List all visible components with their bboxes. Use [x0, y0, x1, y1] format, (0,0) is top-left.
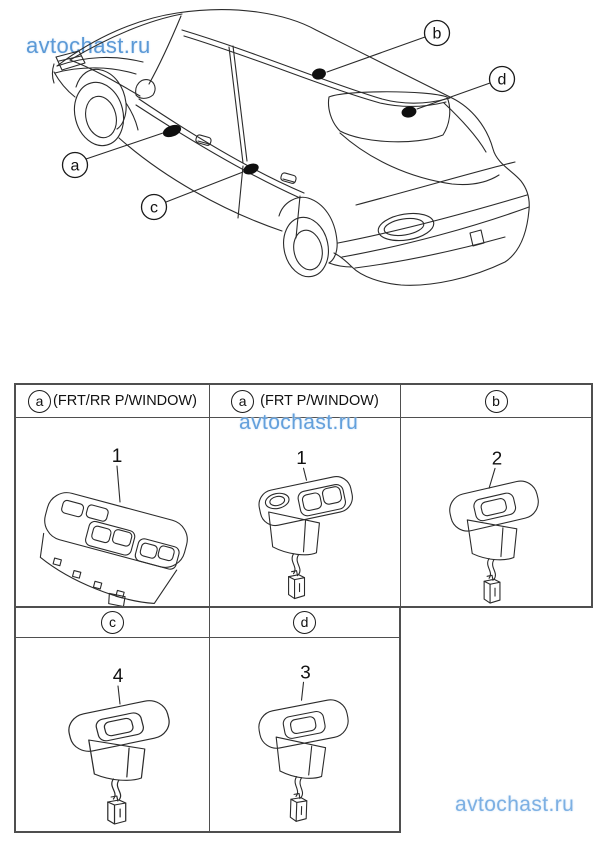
header-cell-c [16, 607, 209, 637]
callout-c-letter: c [150, 199, 158, 217]
switch-location-d [401, 105, 418, 119]
callout-b-letter: b [432, 25, 442, 43]
circled-letter-d: d [293, 611, 316, 634]
car-outline [53, 10, 530, 286]
part-number: 4 [112, 666, 124, 687]
watermark-top-left: avtochast.ru [26, 33, 151, 58]
part-number: 1 [111, 446, 123, 467]
switch-location-b [311, 67, 327, 81]
rear-window [328, 92, 449, 142]
part-cell-switch-b [400, 418, 591, 606]
circled-letter-a: a [28, 390, 51, 413]
callout-a-letter: a [70, 157, 80, 175]
switch-d-drawing [210, 638, 399, 829]
parts-table-lower [14, 607, 401, 833]
rear-wheel [278, 197, 352, 281]
header-note: (FRT/RR P/WINDOW) [53, 393, 197, 409]
part-number: 2 [491, 447, 503, 469]
front-wheel [68, 69, 138, 151]
watermark-bottom-right: avtochast.ru [455, 793, 575, 816]
callout-d-letter: d [497, 71, 507, 89]
header-note: (FRT P/WINDOW) [260, 393, 379, 409]
part-number: 1 [296, 448, 307, 470]
table-image-row-2 [16, 638, 399, 831]
part-cell-switch-c [16, 638, 209, 831]
main-switch-drawing [16, 418, 209, 606]
door-handle-rear [280, 172, 297, 184]
part-cell-front-switch [209, 418, 400, 606]
watermark-table: avtochast.ru [239, 411, 359, 434]
circled-letter-b: b [485, 390, 508, 413]
callout-a [63, 133, 164, 178]
circled-letter-a: a [231, 390, 254, 413]
switch-b-drawing [401, 418, 591, 606]
part-cell-switch-d [209, 638, 399, 831]
header-cell-d [209, 607, 399, 637]
front-switch-drawing [210, 418, 400, 606]
table-header-row-2 [16, 607, 399, 638]
circled-letter-c: c [101, 611, 124, 634]
part-cell-main-switch [16, 418, 209, 606]
part-number: 3 [300, 662, 311, 684]
switch-c-drawing [16, 638, 209, 829]
header-cell-b [400, 385, 591, 417]
callout-c [142, 172, 244, 220]
table-image-row-1 [16, 418, 591, 606]
header-cell-a-main [16, 385, 209, 417]
callout-b [327, 21, 450, 73]
car-location-diagram [0, 0, 606, 330]
